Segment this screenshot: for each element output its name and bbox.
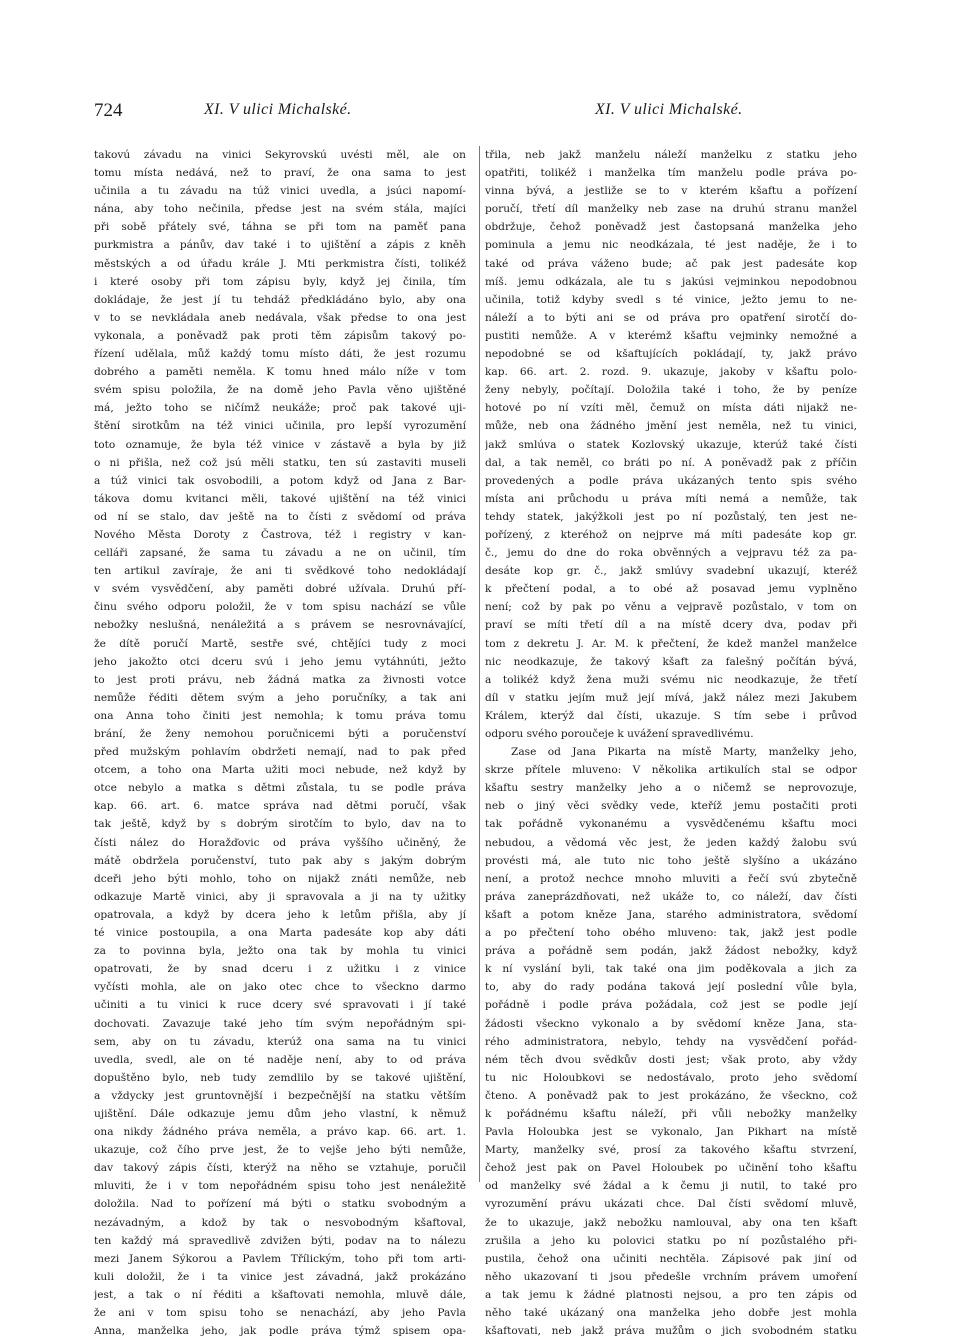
text-line: desáte kop gr. č., jakž smlúvy svadební ukazují, kteréž	[485, 565, 857, 578]
text-line: vyčísti mohla, ale on jako otec chce to všeckno darmo	[94, 981, 466, 994]
text-line: má, ježto toho se ničímž neukáže; proč pak takové uji-	[94, 402, 466, 415]
text-line: není, a protož nechce mnoho mluviti a řečí svú zbytečně	[485, 872, 857, 885]
column-divider	[479, 146, 480, 1182]
text-line: a vždycky jest gruntovnější i bezpečnější na statku větším	[94, 1089, 466, 1102]
text-line: třila, neb jakž manželu náleží manželku z statku jeho	[485, 149, 857, 161]
text-line: mátě obdržela poručenství, tuto pak aby s jakým dobrým	[94, 854, 466, 867]
text-line: před mužským pohlavím obdržeti nemají, nad to pak před	[94, 746, 466, 759]
text-line: k pořádnému kšaftu náleží, při vůli nebožky manželky	[485, 1107, 857, 1120]
text-line: k přečtení podal, a to obé až posavad jemu vyplněno	[485, 583, 857, 596]
text-line: od manželky své žádal a k čemu ji nutil, to také pro	[485, 1180, 857, 1193]
text-line: a po přečtení toho obého mluveno: tak, jakž jest podle	[485, 927, 857, 940]
running-head-left: XI. V ulici Michalské.	[204, 101, 352, 118]
text-line: zrušila a jeho ku polovici statku po ní pozůstalého při-	[485, 1234, 857, 1247]
text-line: kšaftovati, neb jakž práva mužům o jich svobodném statku	[485, 1325, 857, 1338]
text-line: toto oznamuje, že byla též vinice v zástavě a byla by již	[94, 438, 466, 451]
text-line: žádosti všeckno vykonalo a by svědomí kněze Jana, sta-	[485, 1017, 857, 1030]
text-line: Králem, kterýž dal čísti, ukazuje. S tím sebe i průvod	[485, 709, 857, 722]
text-line: purkmistra a pánův, dav také i to ujištění a zápis z kněh	[94, 239, 466, 252]
text-line: celláři zapsané, že sama tu závadu a ne on učinil, tím	[94, 547, 466, 560]
text-line: doložila. Nad to pořízení má býti o statku svobodným a	[94, 1198, 466, 1211]
text-line: ona nikdy žádného práva neměla, a právo kap. 66. art. 1.	[94, 1126, 466, 1139]
text-line: místa ani průchodu u práva míti nemá a nemůže, tak	[485, 492, 857, 505]
text-line: tak ještě, když by s dobrým sirotčím to bylo, dav na to	[94, 818, 466, 831]
text-line: nána, aby toho nečinila, předse jest na svém stála, majíci	[94, 203, 466, 216]
text-line: tu nic Holoubkovi se nedostávalo, proto jeho svědomí	[485, 1071, 857, 1084]
text-line: pořízený, z kteréhož on nejprve má míti padesáte kop gr.	[485, 528, 857, 541]
text-line: nebudou, a vědomá věc jest, že jeden každý žalobu svú	[485, 836, 857, 849]
text-line: nepodobné se od kšaftujících pokládají, ty, jakž právo	[485, 348, 857, 361]
text-line: opatrovati, že by snad dceru i z užitku i z vinice	[94, 963, 466, 976]
text-line: skrze přítele mluveno: V několika artikulích stal se odpor	[485, 764, 857, 777]
left-text-column	[94, 146, 466, 1340]
text-line: náleží a to býti ani se od práva pro opatření sirotčí do-	[485, 311, 857, 324]
text-line: dochovati. Zavazuje také jeho tím svým nepořádným spi-	[94, 1017, 466, 1030]
text-line: Zase od Jana Pikarta na místě Marty, manželky jeho,	[511, 746, 857, 759]
running-head-right: XI. V ulici Michalské.	[595, 101, 743, 118]
text-line: kap. 66. art. 6. matce správa nad dětmi poručí, však	[94, 800, 466, 813]
text-line: obdržuje, čehož poněvadž jest častopsaná manželka jeho	[485, 221, 857, 234]
text-line: č., jemu do dne do roka obvěnných a vejpravu též za pa-	[485, 547, 857, 560]
text-line: otce nebylo a matka s dětmi zůstala, tu se podle práva	[94, 782, 466, 795]
text-line: čísti nález do Horažďovic od práva vyššího učiněný, že	[94, 836, 466, 849]
text-line: dal, a tak neměl, co bráti po ní. A poněvadž pak z příčin	[485, 456, 857, 469]
text-line: tom z dekretu J. Ar. M. k přečtení, že kdež manžel manželce	[485, 637, 857, 650]
text-line: jeho jakožto otci dceru svú i jeho jemu vytáhnúti, ježto	[94, 655, 466, 668]
text-line: vykonala, a poněvadž pak proti těm zápisům takový po-	[94, 329, 466, 342]
text-line: tákova domu kvitanci měli, takové ujištění na též vinici	[94, 492, 466, 505]
text-line: dav takový zápis čísti, kterýž na něho se vztahuje, poručil	[94, 1162, 466, 1175]
text-line: hotové po ní vzíti měl, čemuž on místa dáti nijakž ne-	[485, 402, 857, 415]
text-line: opatřiti, tolikéž i manželka tím manželu podle práva po-	[485, 167, 857, 180]
text-line: otcem, a toho ona Marta užiti moci nebude, než když by	[94, 764, 466, 777]
text-line: tak pořádně vykonanému a vysvědčenému kšaftu moci	[485, 818, 857, 831]
text-line: může, neb ona žádného jmění jest neměla, než tu vinici,	[485, 420, 857, 433]
text-line: opatrovala, a když by dcera jeho k letům přišla, aby jí	[94, 908, 466, 921]
text-line: není; což by pak po věnu a vejpravě pozůstalo, v tom on	[485, 601, 857, 614]
text-line: dokládaje, že jest jí tu tehdáž předkládáno bylo, aby ona	[94, 293, 466, 306]
text-line: Pavla Holoubka jest se vykonalo, Jan Pikhart na místě	[485, 1126, 857, 1139]
text-line: vinna bývá, a jestliže se to v kterém kšaftu a pořízení	[485, 185, 857, 198]
text-line: učinila, totiž kdyby svedl s té vinice, ježto jemu to ne-	[485, 293, 857, 306]
text-line: poručí, třetí díl manželky neb zase na druhú stranu manžel	[485, 203, 857, 216]
right-text-column	[485, 146, 857, 1340]
text-line: městských a od úřadu krále J. Mti perkmistra čísti, tolikéž	[94, 257, 466, 270]
text-line: kuli doložil, že i ta vinice jest závadná, jakž prokázáno	[94, 1270, 466, 1283]
text-line: to, aby do rady podána taková její poslední vůle byla,	[485, 981, 857, 994]
text-line: jakž smlúva o statek Kozlovský ukazuje, kterúž také čísti	[485, 438, 857, 451]
text-line: kšaftu sestry manželky jeho a o ničemž se neprovozuje,	[485, 782, 857, 795]
text-line: tehdy statek, jakýžkoli jest po ní pozůstalý, ten jest ne-	[485, 510, 857, 523]
text-line: sem, aby on tu závadu, kterúž ona sama na tu vinici	[94, 1035, 466, 1048]
text-line: Marty, manželky své, prosí za takového kšaftu stvrzení,	[485, 1144, 857, 1157]
text-line: pustila, čehož ona učiniti nechtěla. Zápisové pak jiní od	[485, 1252, 857, 1265]
text-line: vyrozumění právu ukázati chce. Dal čísti svědomí mluvě,	[485, 1198, 857, 1211]
text-line: za to povinna byla, ježto ona tak by mohla tu vinici	[94, 945, 466, 958]
text-line: ona Anna toho činiti jest nemohla; k tomu práva tomu	[94, 709, 466, 722]
text-line: praví se míti třetí díl a na místě dcery dva, podav při	[485, 619, 857, 632]
text-line: takovú závadu na vinici Sekyrovskú uvésti měl, ale on	[94, 149, 466, 161]
text-line: práva zaneprázdňovati, než ukáže to, co náleží, dav čísti	[485, 890, 857, 903]
text-line: ném těch dvou svědkův dosti jest; však proto, aby vždy	[485, 1053, 857, 1066]
text-line: pustiti nemůže. A v kterémž kšaftu vejminky nemožné a	[485, 329, 857, 342]
text-line: něho také ukázaný ona manželka jeho dobře jest mohla	[485, 1307, 857, 1319]
text-line: ten každý má spravedlivě zdvižen býti, podav na to nálezu	[94, 1234, 466, 1247]
text-line: od ní se stalo, dav ještě na to čísti z svědomí od práva	[94, 510, 466, 523]
text-line: ujištění. Dále odkazuje jemu dům jeho vlastní, k němuž	[94, 1107, 466, 1120]
text-line: mezi Janem Sýkorou a Pavlem Třílickým, toho při tom arti-	[94, 1252, 466, 1265]
text-line: něho ukazovaní ti jsou předešle vrchním právem umoření	[485, 1270, 857, 1283]
text-line: neb o jiný věci svědky vede, kteříž jemu postačiti proti	[485, 800, 857, 813]
text-line: ženy nebyly, počítají. Doložila také i toho, že by peníze	[485, 384, 857, 397]
text-line: k ní vyslání byli, tak také ona jim poděkovala a jich za	[485, 963, 857, 976]
text-line: rého administratora, nebylo, tehdy na vysvědčení pořád-	[485, 1035, 857, 1048]
text-line: že to ukazuje, jakž nebožku namlouval, aby ona ten kšaft	[485, 1216, 857, 1229]
text-line: štění sirotkům na též vinici učinila, pro lepší vyrozumění	[94, 420, 466, 433]
text-line: kap. 66. art. 2. rozd. 9. ukazuje, jakoby v kšaftu polo-	[485, 366, 857, 379]
text-line: odporu svého poroučeje k uvážení spravedlivému.	[485, 728, 754, 740]
text-line: v svém vysvědčení, aby paměti dobré užívala. Druhú pří-	[94, 583, 466, 596]
text-line: že dítě poručí Martě, sestře své, chtějíci tudy z moci	[94, 637, 466, 650]
text-line: odkazuje Martě vinici, aby ji spravovala a ji na ty užitky	[94, 890, 466, 903]
text-line: uvedla, svedl, ale on té naděje není, aby to od práva	[94, 1053, 466, 1066]
text-line: ten artikul zavíraje, že ani ti svědkové toho nedokládají	[94, 565, 466, 578]
text-line: Nového Města Doroty z Častrova, též i registry v kan-	[94, 528, 466, 541]
text-line: a túž vinici tak osvobodili, a potom když od Jana z Bar-	[94, 474, 466, 487]
text-line: pořádně i podle práva požádala, což jest se podle její	[485, 999, 857, 1012]
text-line: a tolikéž když žena muži svému nic neodkazuje, že třetí	[485, 673, 857, 686]
text-line: to jest proti právu, neb žádná matka za živnosti votce	[94, 673, 466, 686]
text-line: nemůže řéditi dětem svým a jeho poručníky, a tak ani	[94, 691, 466, 704]
text-line: pominula a jemu nic neodkázala, té jest naděje, že i to	[485, 239, 857, 252]
text-line: dobrého a paměti neměla. K tomu hned málo níže v tom	[94, 366, 466, 379]
text-line: nezávadným, a kdož by tak o nesvobodným kšaftoval,	[94, 1216, 466, 1229]
text-line: činu svého odporu položil, že v tom spisu nachází se vůle	[94, 601, 466, 614]
text-line: mluviti, že i v tom nepořádném spisu toho jest nenáležitě	[94, 1180, 466, 1193]
page-number: 724	[94, 100, 123, 121]
text-line: v to se nevkládala aneb nedávala, však předse to ona jest	[94, 311, 466, 324]
text-line: jest, a tak o ní řéditi a kšaftovati nemohla, mluvě dále,	[94, 1288, 466, 1301]
text-line: o ni přišla, než což jsú měli statku, ten sú zastaviti museli	[94, 456, 466, 469]
text-line: čteno. A poněvadž pak to jest prokázáno, že všeckno, což	[485, 1089, 857, 1102]
text-line: kšaft a potom kněze Jana, starého administratora, svědomí	[485, 908, 857, 921]
text-line: také od práva váženo bude; ač pak jest padesáte kop	[485, 257, 857, 270]
text-line: provésti má, ale tuto nic toho ještě slyšíno a ukázáno	[485, 854, 857, 867]
text-line: čehož jest pak on Pavel Holoubek po učinění toho kšaftu	[485, 1162, 857, 1175]
text-line: nic neodkazuje, že takový kšaft za falešný počítán bývá,	[485, 655, 857, 668]
text-line: nebožky neslušná, nenáležitá a s právem se nesrovnávající,	[94, 619, 466, 632]
text-line: svém spisu položila, že na domě jeho Pavla věno ujištěné	[94, 384, 466, 397]
text-line: provedených a podle práva ukázaných tento spis svého	[485, 474, 857, 487]
text-line: učiniti a tu vinici k ruce dcery své spravovati i jí také	[94, 999, 466, 1012]
text-line: a tak jemu k žádné platnosti nejsou, a pro ten zápis od	[485, 1288, 857, 1301]
text-line: při sobě přátely své, táhna se při tom na paměť pana	[94, 221, 466, 234]
text-line: učinila a tu závadu na túž vinici uvedla, a jsúci napomí-	[94, 185, 466, 198]
text-line: díl v statku jejím muž její mívá, jakž nález mezi Jakubem	[485, 691, 857, 704]
text-line: řízení udělala, můž každý tomu místo dáti, že jest rozumu	[94, 348, 466, 361]
text-line: tomu místa nedává, než to praví, že ona sama to jest	[94, 167, 466, 180]
text-line: že ani v tom spisu toho se nenachází, aby jeho Pavla	[94, 1307, 466, 1319]
text-line: míš. jemu odkázala, ale tu s jakúsi vejminkou nepodobnou	[485, 275, 857, 288]
text-line: té vinice postoupila, a ona Marta padesáte kop aby dáti	[94, 927, 466, 940]
text-line: dopuštěno bylo, neb tudy zemdlilo by se takové ujištění,	[94, 1071, 466, 1084]
text-line: brání, že ženy nemohou poručnicemi býti a poručenství	[94, 728, 466, 740]
text-line: práva a pořádně sem podán, jakž žádost nebožky, když	[485, 945, 857, 958]
text-line: ukazuje, což čího prve jest, že to vejše jeho býti nemůže,	[94, 1144, 466, 1157]
text-line: Anna, manželka jeho, jak podle práva týmž spisem opa-	[94, 1325, 466, 1338]
text-line: i které osoby při tom zápisu byly, když jej činila, tím	[94, 275, 466, 288]
text-line: dceři jeho býti mohlo, toho on nijakž znáti nemůže, neb	[94, 872, 466, 885]
